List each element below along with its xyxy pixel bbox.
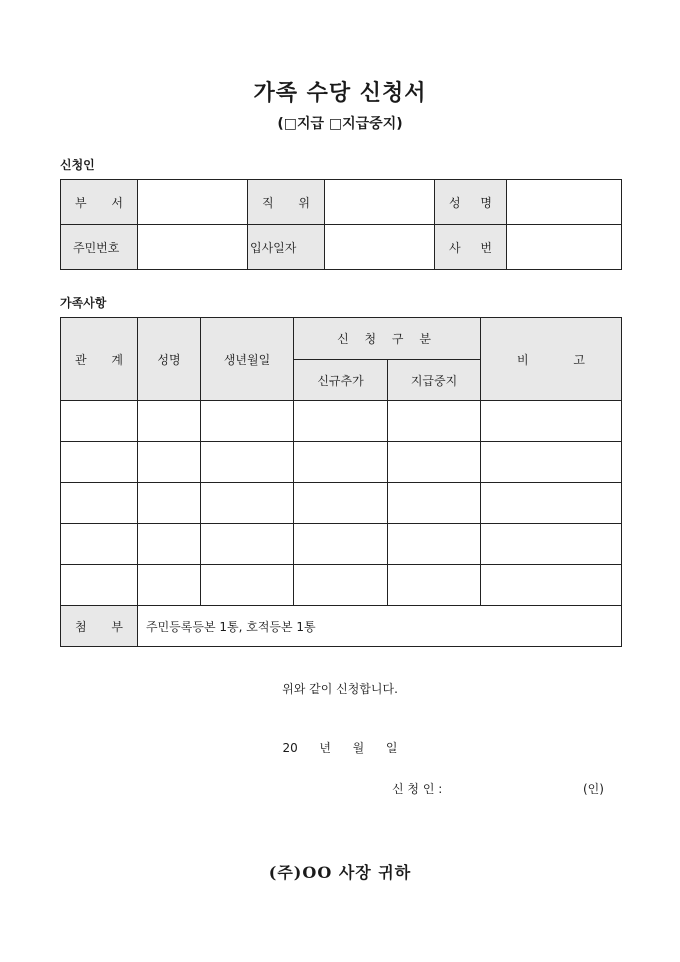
relation-header: 관 계 <box>61 318 138 401</box>
attachment-value: 주민등록등본 1통, 호적등본 1통 <box>138 606 622 647</box>
department-field[interactable] <box>138 180 248 225</box>
new-add-cell[interactable] <box>294 565 388 606</box>
position-label: 직 위 <box>248 180 325 225</box>
stop-cell[interactable] <box>388 565 481 606</box>
stop-header: 지급중지 <box>388 360 481 401</box>
new-add-cell[interactable] <box>294 483 388 524</box>
name-header: 성명 <box>138 318 201 401</box>
family-row <box>61 565 622 606</box>
name-cell[interactable] <box>138 401 201 442</box>
relation-cell[interactable] <box>61 524 138 565</box>
date-prefix: 20 <box>282 741 298 755</box>
relation-cell[interactable] <box>61 442 138 483</box>
new-add-cell[interactable] <box>294 524 388 565</box>
resident-number-field[interactable] <box>138 225 248 270</box>
family-row <box>61 401 622 442</box>
stop-cell[interactable] <box>388 483 481 524</box>
birth-cell[interactable] <box>201 565 294 606</box>
name-cell[interactable] <box>138 483 201 524</box>
recipient: (주)OO 사장 귀하 <box>268 863 412 882</box>
relation-cell[interactable] <box>61 483 138 524</box>
department-label: 부 서 <box>61 180 138 225</box>
applicant-sign-label: 신 청 인 : <box>392 782 443 796</box>
relation-cell[interactable] <box>61 401 138 442</box>
relation-cell[interactable] <box>61 565 138 606</box>
stop-cell[interactable] <box>388 442 481 483</box>
birth-cell[interactable] <box>201 401 294 442</box>
employee-number-field[interactable] <box>507 225 622 270</box>
form-title: 가족 수당 신청서 <box>253 80 427 106</box>
new-add-header: 신규추가 <box>294 360 388 401</box>
attachment-label: 첨 부 <box>61 606 138 647</box>
stop-cell[interactable] <box>388 401 481 442</box>
remarks-cell[interactable] <box>481 524 622 565</box>
name-field[interactable] <box>507 180 622 225</box>
new-add-cell[interactable] <box>294 401 388 442</box>
request-type-header: 신 청 구 분 <box>294 318 481 360</box>
form-subtitle: (□지급 □지급중지) <box>277 116 403 132</box>
birth-header: 생년월일 <box>201 318 294 401</box>
family-table <box>60 317 622 647</box>
name-cell[interactable] <box>138 524 201 565</box>
remarks-header: 비 고 <box>481 318 622 401</box>
date-line <box>0 739 680 756</box>
birth-cell[interactable] <box>201 483 294 524</box>
birth-cell[interactable] <box>201 524 294 565</box>
resident-number-label: 주민번호 <box>61 225 138 270</box>
remarks-cell[interactable] <box>481 401 622 442</box>
remarks-cell[interactable] <box>481 483 622 524</box>
family-row <box>61 483 622 524</box>
name-cell[interactable] <box>138 565 201 606</box>
join-date-label: 입사일자 <box>248 225 325 270</box>
statement: 위와 같이 신청합니다. <box>282 682 398 696</box>
new-add-cell[interactable] <box>294 442 388 483</box>
remarks-cell[interactable] <box>481 565 622 606</box>
applicant-seal: (인) <box>583 782 604 796</box>
date-year: 년 <box>319 741 332 755</box>
position-field[interactable] <box>325 180 435 225</box>
applicant-section-label: 신청인 <box>60 158 95 172</box>
employee-number-label: 사 번 <box>435 225 507 270</box>
stop-cell[interactable] <box>388 524 481 565</box>
birth-cell[interactable] <box>201 442 294 483</box>
date-day: 일 <box>385 741 398 755</box>
remarks-cell[interactable] <box>481 442 622 483</box>
family-row <box>61 524 622 565</box>
name-label: 성 명 <box>435 180 507 225</box>
name-cell[interactable] <box>138 442 201 483</box>
join-date-field[interactable] <box>325 225 435 270</box>
date-month: 월 <box>352 741 365 755</box>
family-row <box>61 442 622 483</box>
applicant-table <box>60 179 622 270</box>
family-section-label: 가족사항 <box>60 296 107 310</box>
